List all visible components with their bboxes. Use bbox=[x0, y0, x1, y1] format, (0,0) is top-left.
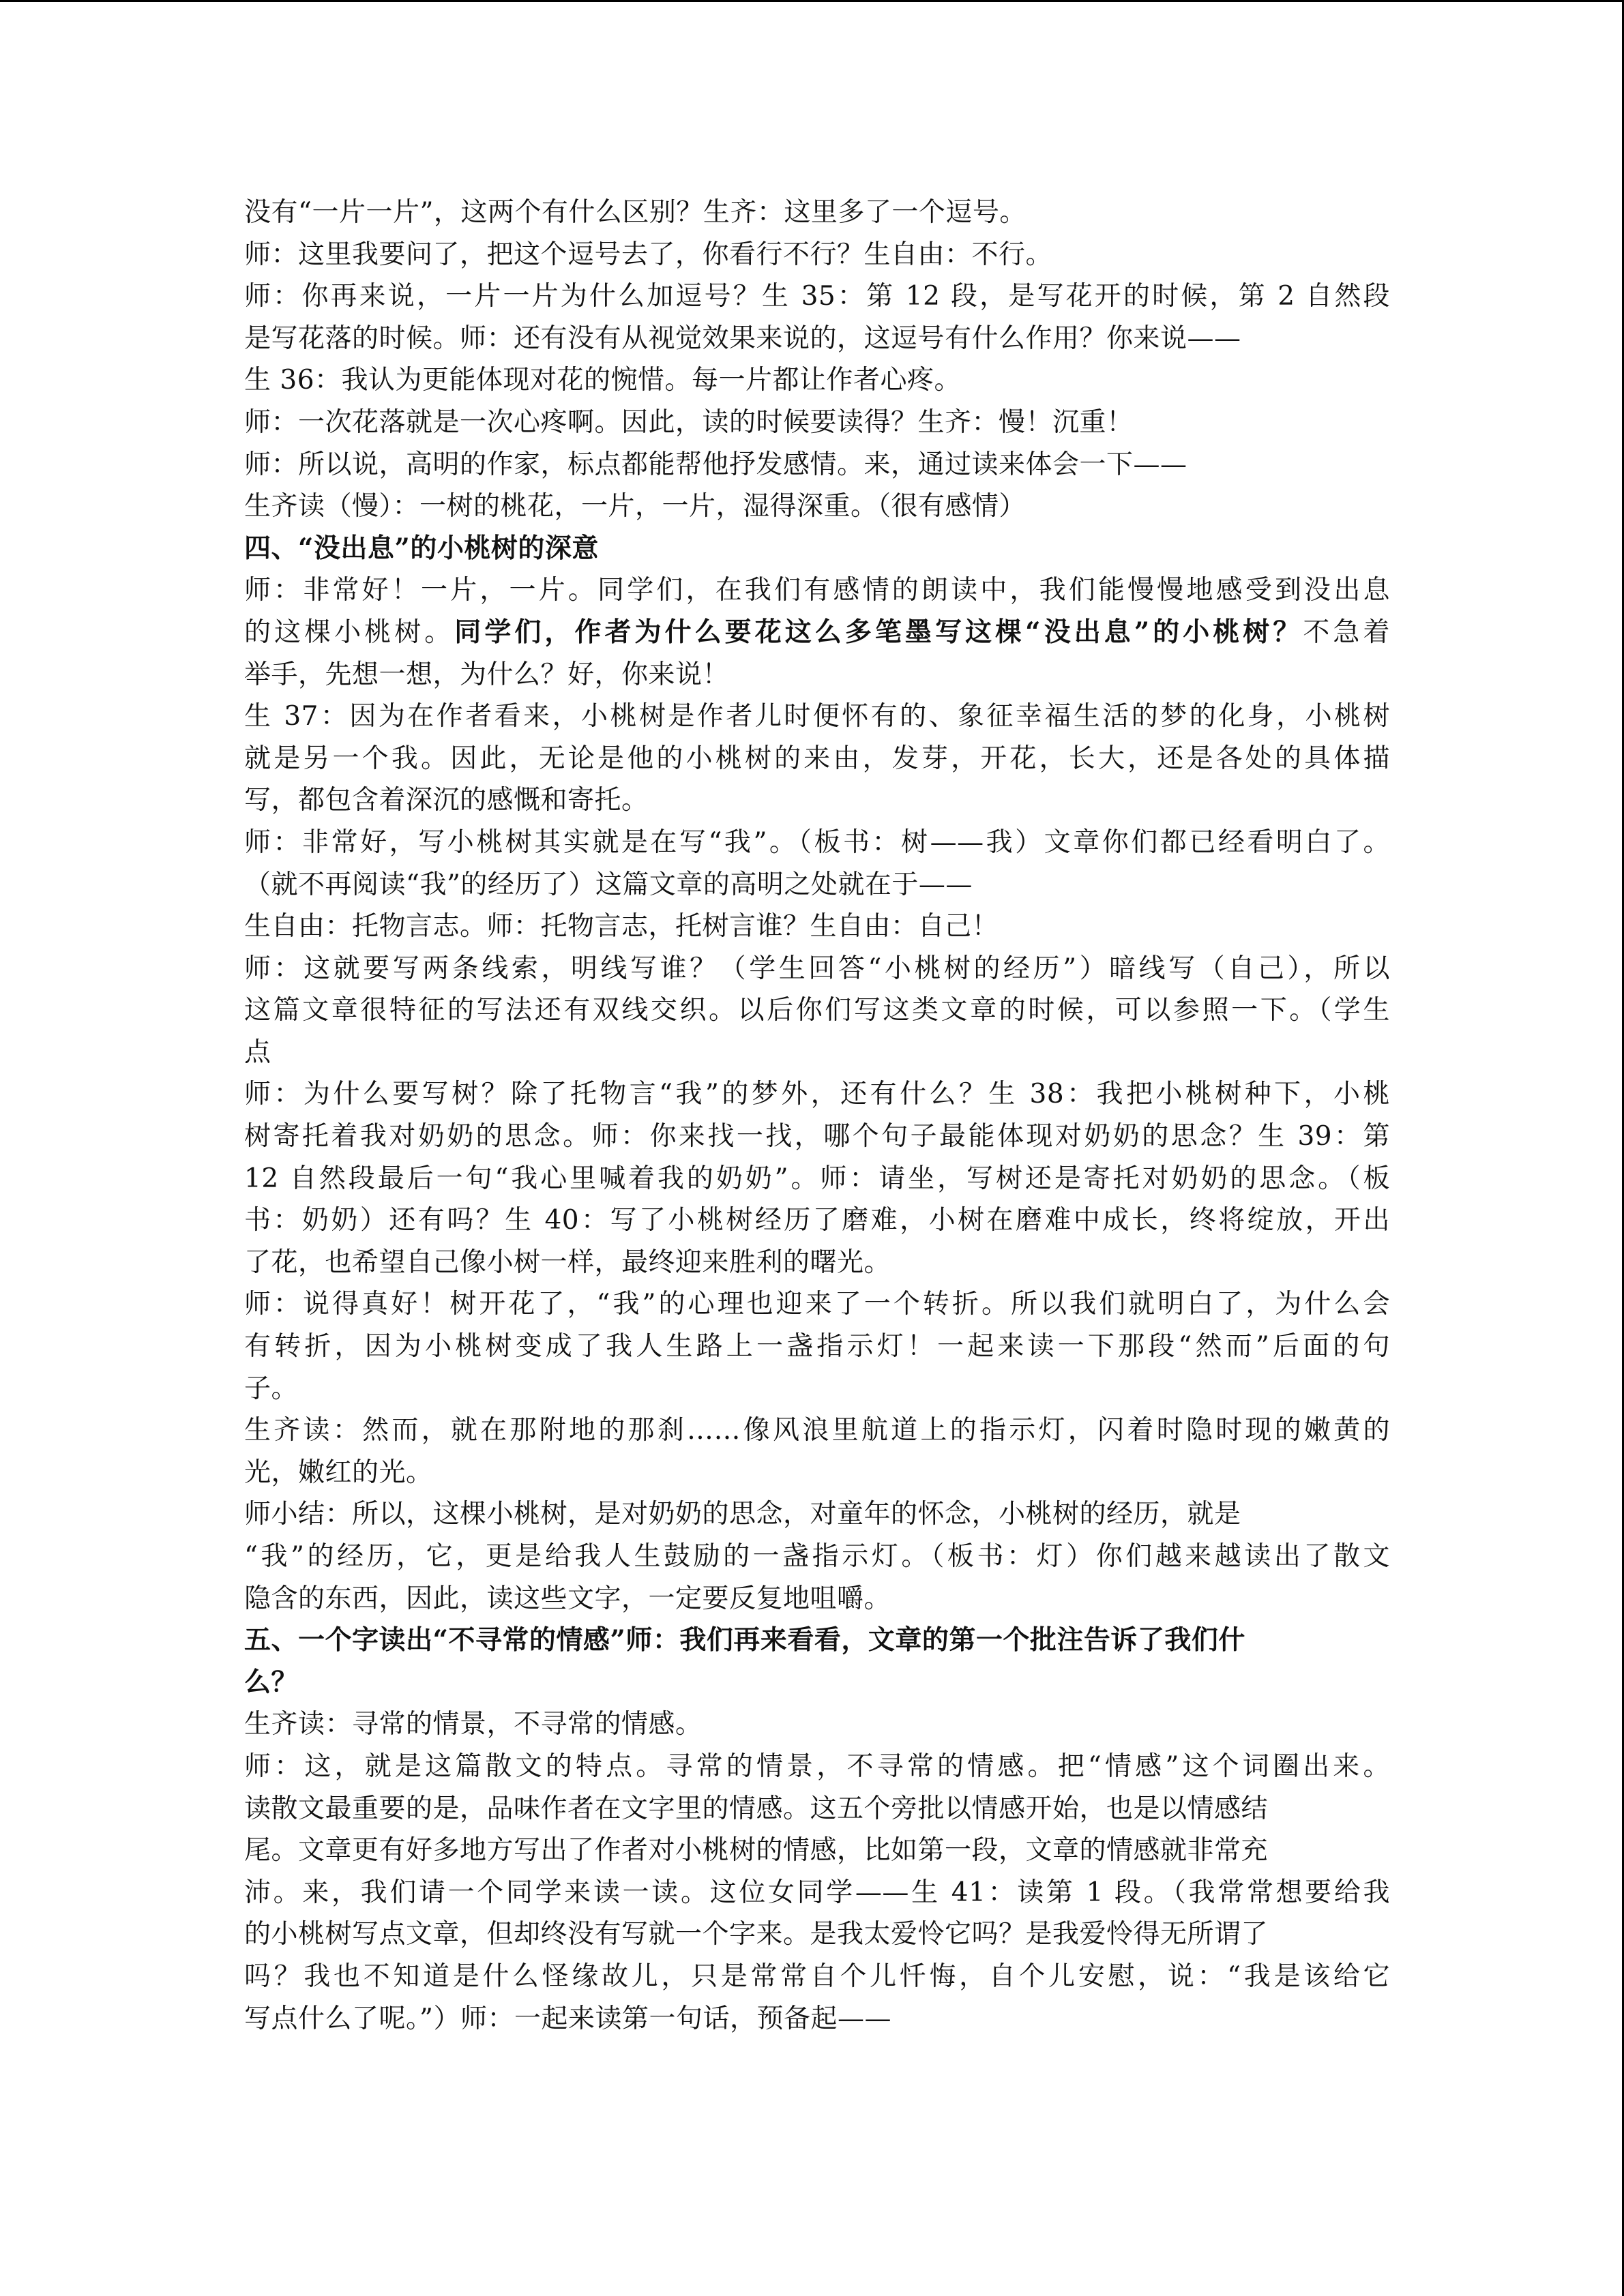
text-line: 生 36：我认为更能体现对花的惋惜。每一片都让作者心疼。 bbox=[244, 365, 962, 396]
text-line: 生齐读：寻常的情景，不寻常的情感。 bbox=[244, 1709, 703, 1740]
page-edge-top bbox=[0, 0, 1624, 2]
text-line: 师：所以说，高明的作家，标点都能帮他抒发感情。来，通过读来体会一下—— bbox=[244, 449, 1187, 480]
text-line: 师：这，就是这篇散文的特点。寻常的情景，不寻常的情感。把“情感”这个词圈出来。 bbox=[244, 1750, 1390, 1782]
text-segment: 的这棵小桃树。 bbox=[244, 616, 455, 648]
text-line: 了花，也希望自己像小树一样，最终迎来胜利的曙光。 bbox=[244, 1247, 891, 1278]
text-line: 生齐读：然而，就在那附地的那刹……像风浪里航道上的指示灯，闪着时隐时现的嫩黄的 bbox=[244, 1415, 1390, 1446]
text-line: 吗？我也不知道是什么怪缘故儿，只是常常自个儿忏悔，自个儿安慰，说：“我是该给它 bbox=[244, 1960, 1390, 1992]
text-line: 书：奶奶）还有吗？生 40：写了小桃树经历了磨难，小树在磨难中成长，终将绽放，开出 bbox=[244, 1205, 1390, 1236]
text-line: 师：这就要写两条线索，明线写谁？（学生回答“小桃树的经历”）暗线写（自己），所以 bbox=[244, 953, 1390, 984]
text-line: 生齐读（慢）：一树的桃花，一片，一片，湿得深重。（很有感情） bbox=[244, 491, 1027, 522]
text-line: 写点什么了呢。”）师：一起来读第一句话，预备起—— bbox=[244, 2003, 891, 2034]
text-line: 师：为什么要写树？除了托物言“我”的梦外，还有什么？生 38：我把小桃树种下，小桃 bbox=[244, 1079, 1390, 1110]
text-line: 写，都包含着深沉的感慨和寄托。 bbox=[244, 785, 649, 816]
text-line: 尾。文章更有好多地方写出了作者对小桃树的情感，比如第一段，文章的情感就非常充 bbox=[244, 1835, 1269, 1866]
text-line: 子。 bbox=[244, 1373, 299, 1404]
document-body bbox=[244, 192, 1390, 2040]
text-line: 树寄托着我对奶奶的思念。师：你来找一找，哪个句子最能体现对奶奶的思念？生 39：第 bbox=[244, 1121, 1390, 1152]
text-line: 生自由：托物言志。师：托物言志，托树言谁？生自由：自己！ bbox=[244, 911, 999, 942]
text-line: 师：这里我要问了，把这个逗号去了，你看行不行？生自由：不行。 bbox=[244, 239, 1053, 270]
text-line: 点 bbox=[244, 1037, 271, 1068]
text-line: 师：非常好！一片，一片。同学们，在我们有感情的朗读中，我们能慢慢地感受到没出息 bbox=[244, 575, 1390, 606]
text-line: 是写花落的时候。师：还有没有从视觉效果来说的，这逗号有什么作用？你来说—— bbox=[244, 323, 1241, 354]
text-line: 这篇文章很特征的写法还有双线交织。以后你们写这类文章的时候，可以参照一下。（学生 bbox=[244, 995, 1390, 1026]
text-line: 生 37：因为在作者看来，小桃树是作者儿时便怀有的、象征幸福生活的梦的化身，小桃树 bbox=[244, 701, 1390, 732]
text-line: 光，嫩红的光。 bbox=[244, 1457, 433, 1488]
text-line-mixed bbox=[244, 612, 1390, 654]
text-line: 的小桃树写点文章，但却终没有写就一个字来。是我太爱怜它吗？是我爱怜得无所谓了 bbox=[244, 1919, 1269, 1950]
text-line: 师：一次花落就是一次心疼啊。因此，读的时候要读得？生齐：慢！沉重！ bbox=[244, 406, 1134, 438]
text-line: 师：非常好，写小桃树其实就是在写“我”。（板书：树——我）文章你们都已经看明白了。 bbox=[244, 826, 1390, 858]
text-line: 读散文最重要的是，品味作者在文字里的情感。这五个旁批以情感开始，也是以情感结 bbox=[244, 1793, 1269, 1824]
text-line: 师：你再来说，一片一片为什么加逗号？生 35：第 12 段，是写花开的时候，第 2 自然段 bbox=[244, 281, 1390, 312]
text-line: 隐含的东西，因此，读这些文字，一定要反复地咀嚼。 bbox=[244, 1583, 891, 1614]
section-heading: 五、一个字读出“不寻常的情感”师：我们再来看看，文章的第一个批注告诉了我们什 bbox=[244, 1624, 1245, 1656]
emphasized-question: 同学们，作者为什么要花这么多笔墨写这棵“没出息”的小桃树？ bbox=[454, 616, 1303, 648]
text-line: 12 自然段最后一句“我心里喊着我的奶奶”。师：请坐，写树还是寄托对奶奶的思念。（板 bbox=[244, 1163, 1390, 1194]
text-line: （就不再阅读“我”的经历了）这篇文章的高明之处就在于—— bbox=[244, 869, 973, 900]
section-heading-continued: 么？ bbox=[244, 1666, 299, 1698]
text-line: 师：说得真好！树开花了，“我”的心理也迎来了一个转折。所以我们就明白了，为什么会 bbox=[244, 1289, 1390, 1320]
text-line: 没有“一片一片”，这两个有什么区别？生齐：这里多了一个逗号。 bbox=[244, 197, 1027, 228]
text-line: 有转折，因为小桃树变成了我人生路上一盏指示灯！一起来读一下那段“然而”后面的句 bbox=[244, 1331, 1390, 1362]
text-line: 举手，先想一想，为什么？好，你来说！ bbox=[244, 659, 730, 690]
text-line: 就是另一个我。因此，无论是他的小桃树的来由，发芽，开花，长大，还是各处的具体描 bbox=[244, 743, 1390, 774]
text-line: 沛。来，我们请一个同学来读一读。这位女同学——生 41：读第 1 段。（我常常想要给我 bbox=[244, 1877, 1390, 1908]
text-segment: 不急着 bbox=[1303, 616, 1390, 648]
text-line: 师小结：所以，这棵小桃树，是对奶奶的思念，对童年的怀念，小桃树的经历，就是 bbox=[244, 1499, 1241, 1530]
text-line: “我”的经历，它，更是给我人生鼓励的一盏指示灯。（板书：灯）你们越来越读出了散文 bbox=[244, 1541, 1390, 1572]
section-heading: 四、“没出息”的小桃树的深意 bbox=[244, 532, 599, 564]
